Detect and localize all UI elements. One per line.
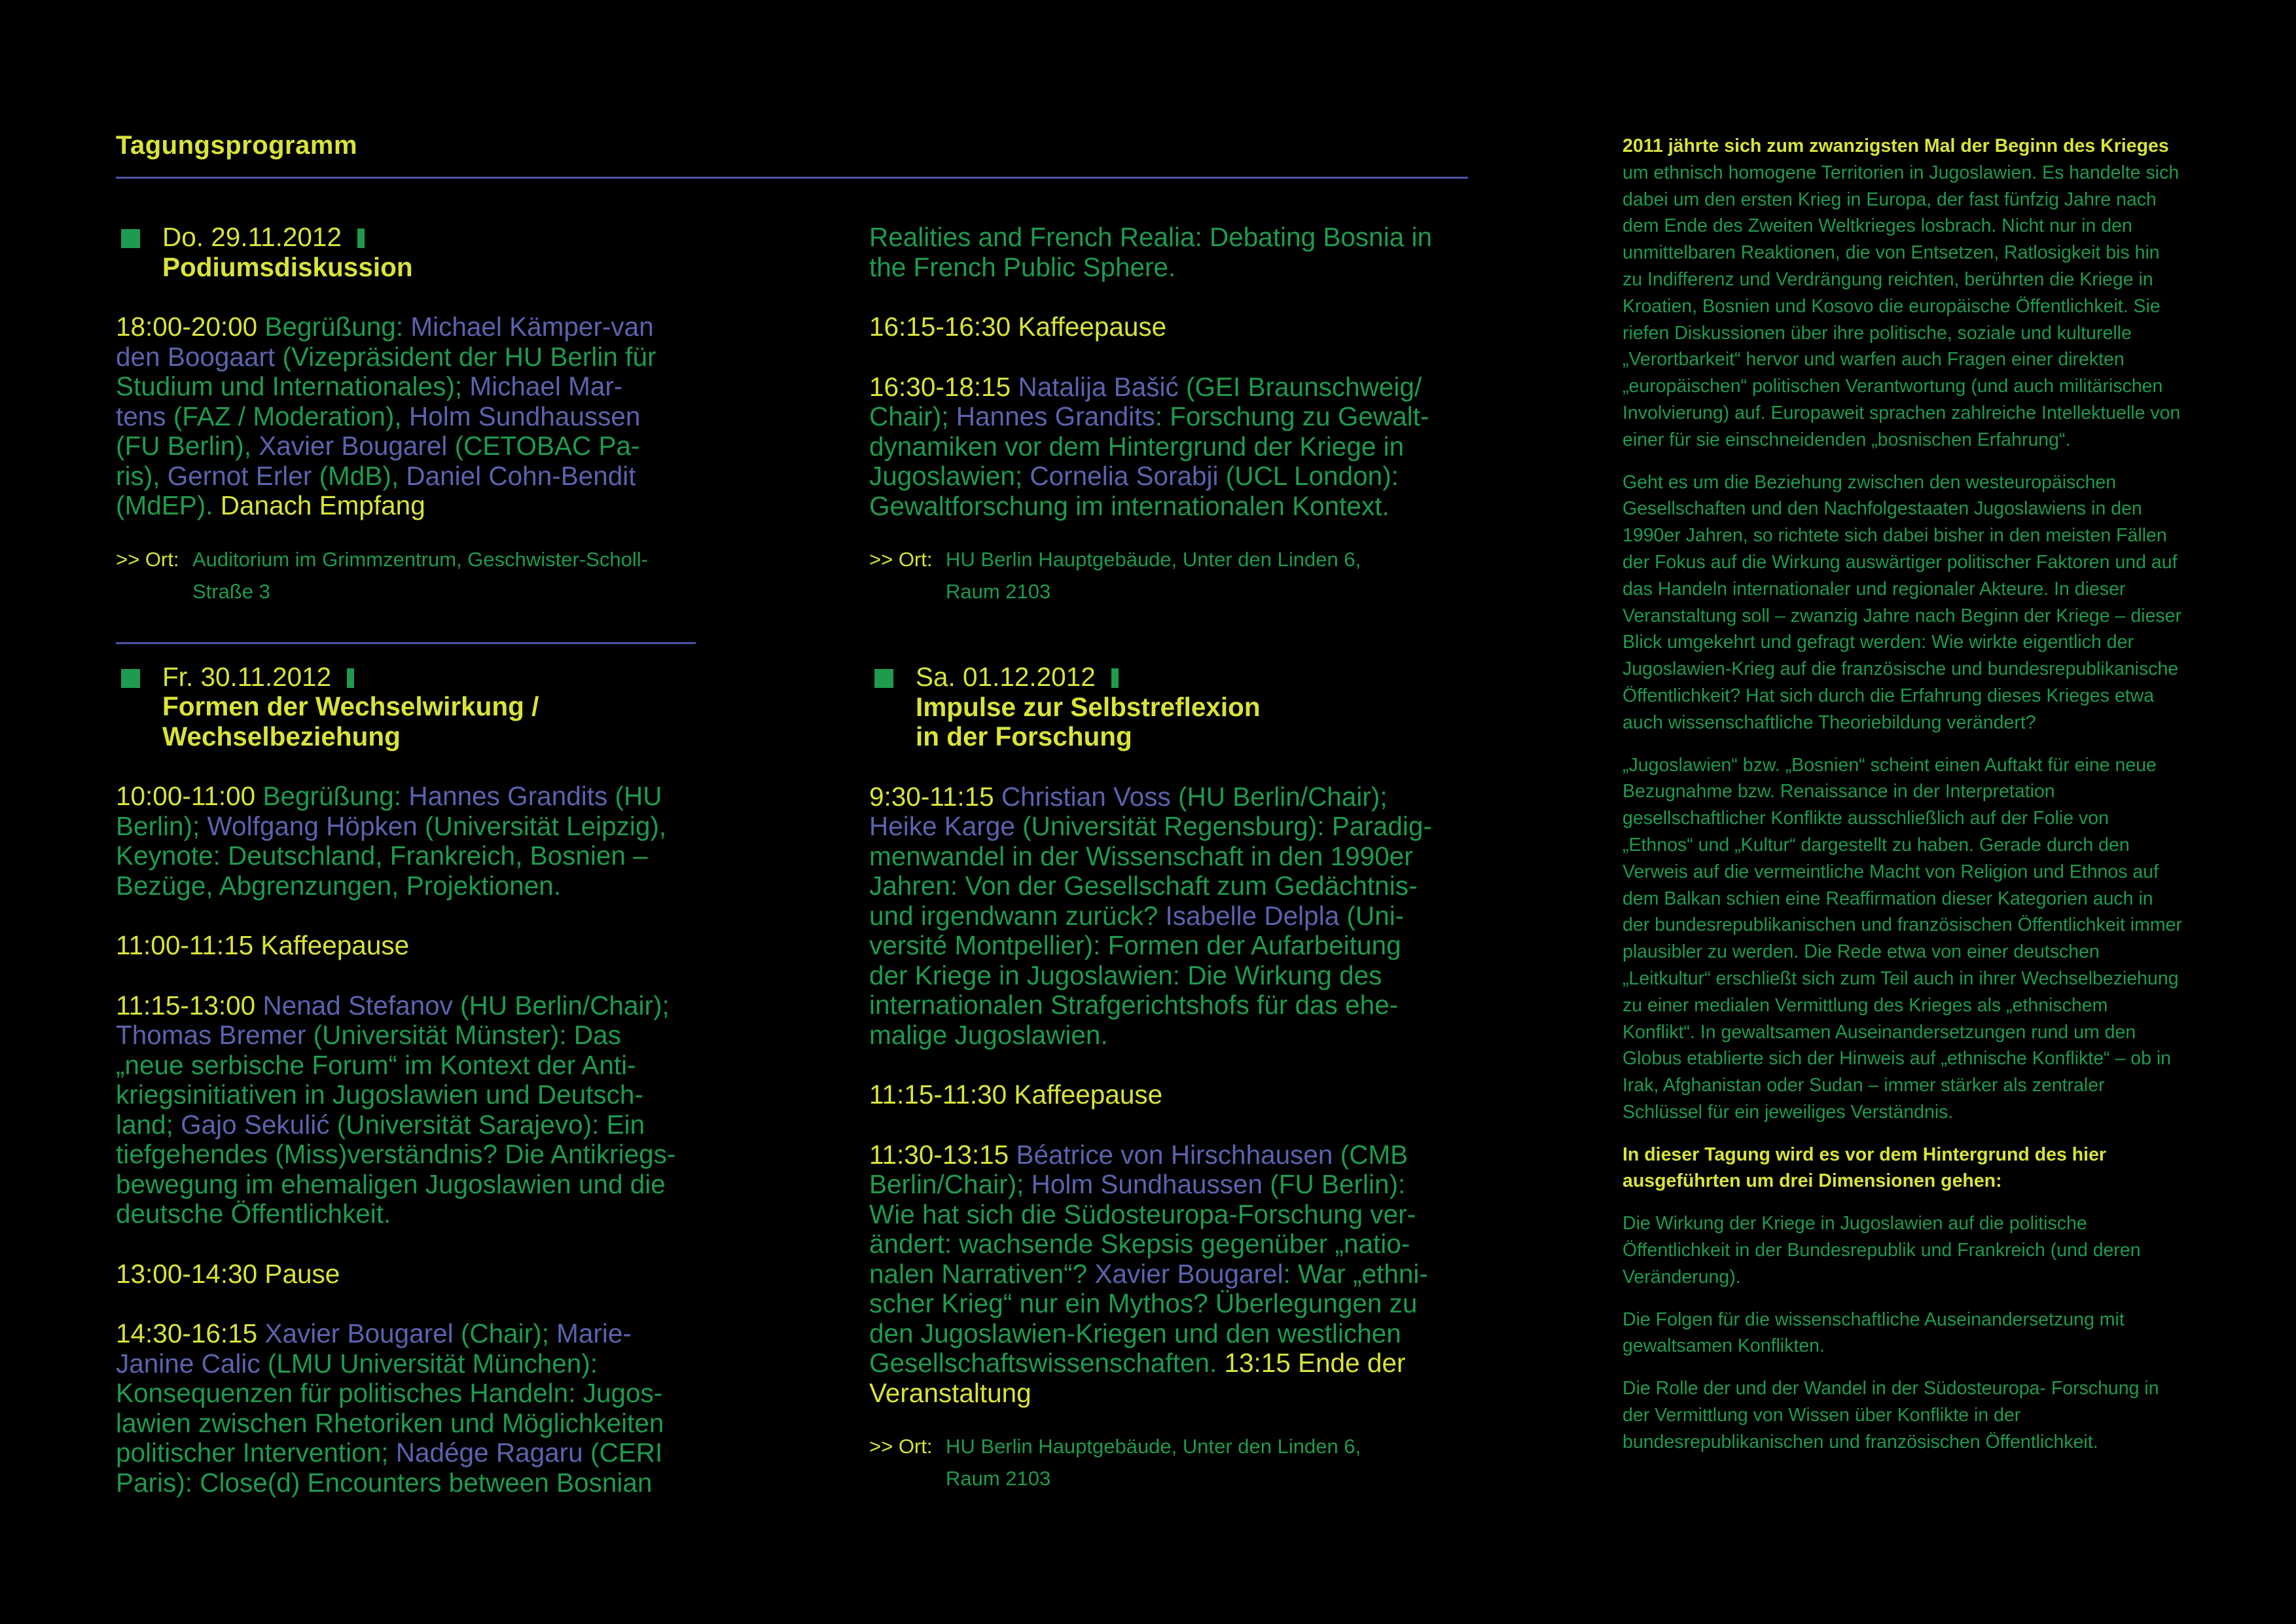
break-item: 16:15-16:30 Kaffeepause xyxy=(869,312,1167,342)
speaker-name: Nadége Ragaru xyxy=(388,1437,583,1468)
speaker-name: Holm Sundhaussen xyxy=(401,401,641,431)
venue-label: >> Ort: xyxy=(116,547,179,571)
session-time: 11:15-13:00 xyxy=(116,990,256,1020)
session-block xyxy=(116,991,692,1229)
speaker-name: Hannes Grandits xyxy=(401,781,608,811)
day-date: Fr. 30.11.2012 xyxy=(162,661,332,692)
session-text: ris), xyxy=(116,460,160,491)
speaker-name: Isabelle Delpla xyxy=(1158,900,1340,931)
session-text: bewegung im ehemaligen Jugoslawien und die xyxy=(116,1168,666,1199)
session-block xyxy=(116,1319,692,1498)
break-item: 11:00-11:15 Kaffeepause xyxy=(116,930,410,960)
bar-marker-icon xyxy=(357,228,365,248)
session-text: den Jugoslawien-Kriegen und den westlichen xyxy=(869,1318,1401,1348)
venue-info xyxy=(116,543,692,607)
session-text: Bezüge, Abgrenzungen, Projektionen. xyxy=(116,870,561,901)
left-column xyxy=(116,223,692,1498)
speaker-name: Cornelia Sorabji xyxy=(1022,461,1219,491)
session-text: (HU Berlin/Chair); xyxy=(452,990,670,1020)
session-text: (Vizepräsident der HU Berlin für xyxy=(275,341,656,372)
session-time: 10:00-11:00 xyxy=(116,781,256,811)
speaker-name: Xavier Bougarel xyxy=(257,1318,454,1348)
header-divider xyxy=(116,177,1468,179)
session-text: versité Montpellier): Formen der Aufarbeitung xyxy=(869,930,1401,960)
session-text: Begrüßung: xyxy=(257,312,404,342)
square-marker-icon xyxy=(121,229,140,248)
speaker-name: Christian Voss xyxy=(994,781,1171,812)
break-item: 13:00-14:30 Pause xyxy=(116,1258,340,1289)
speaker-name: Thomas Bremer xyxy=(116,1020,306,1050)
session-text: land; xyxy=(116,1109,173,1140)
session-text: (FU Berlin): xyxy=(1263,1169,1406,1199)
speaker-name: Xavier Bougarel xyxy=(251,431,448,461)
session-block xyxy=(869,782,1471,1051)
speaker-name: Gernot Erler xyxy=(160,460,312,491)
session-text: Jugoslawien; xyxy=(869,461,1023,491)
session-text: kriegsinitiativen in Jugoslawien und Deutsch- xyxy=(116,1079,643,1110)
venue-label: >> Ort: xyxy=(869,548,933,571)
speaker-name: Xavier Bougarel xyxy=(1087,1258,1283,1289)
day-heading-saturday xyxy=(869,662,1471,752)
middle-column xyxy=(869,223,1471,1494)
venue-address: HU Berlin Hauptgebäude, Unter den Linden 6, xyxy=(946,1435,1361,1458)
day-title: Impulse zur Selbstreflexion xyxy=(916,691,1261,722)
session-text: Konsequenzen für politisches Handeln: Jugos- xyxy=(116,1378,663,1408)
session-text: (FU Berlin), xyxy=(116,431,252,461)
session-continuation xyxy=(869,223,1471,282)
intro-sidebar xyxy=(1623,133,2183,1471)
session-text: und irgendwann zurück? xyxy=(869,900,1158,931)
session-text: tiefgehendes (Miss)verständnis? Die Antikriegs- xyxy=(116,1139,676,1169)
session-text: nalen Narrativen“? xyxy=(869,1258,1088,1289)
session-text: (FAZ / Moderation), xyxy=(166,401,402,431)
session-text: Keynote: Deutschland, Frankreich, Bosnien – xyxy=(116,840,648,871)
speaker-name: Holm Sundhaussen xyxy=(1024,1169,1263,1199)
speaker-name: Béatrice von Hirschhausen xyxy=(1009,1139,1333,1170)
session-text: scher Krieg“ nur ein Mythos? Überlegungen zu xyxy=(869,1288,1418,1318)
session-text: the French Public Sphere. xyxy=(869,251,1176,282)
session-time: 11:30-13:15 xyxy=(869,1139,1009,1170)
session-text: „neue serbische Forum“ im Kontext der Anti- xyxy=(116,1049,636,1080)
speaker-name: Daniel Cohn-Bendit xyxy=(399,460,636,491)
session-text: (CMB xyxy=(1333,1139,1408,1170)
session-text: (HU Berlin/Chair); xyxy=(1170,781,1388,812)
square-marker-icon xyxy=(121,669,140,688)
dimension-item: Die Folgen für die wissenschaftliche Auseinandersetzung mit gewaltsamen Konflikten. xyxy=(1623,1308,2125,1357)
venue-info xyxy=(869,543,1471,607)
speaker-name: Michael Kämper-van xyxy=(403,312,654,342)
speaker-name: Heike Karge xyxy=(869,811,1015,841)
venue-address: Raum 2103 xyxy=(946,580,1051,603)
speaker-name: Marie- xyxy=(548,1318,632,1348)
intro-paragraph: „Jugoslawien“ bzw. „Bosnien“ scheint einen Auftakt für eine neue Bezugnahme bzw. Renaissance in der Interpretation gesellschaftlicher Konflikte ausschließlich auf der Folie von „Ethnos“ und „Kultur“ dargestellt zu haben. Gerade durch den Verweis auf die vermeintliche Macht von Religion und Ethnos auf dem Balkan schien eine Reaffirmation dieser Kategorien auch in der bundesrepublikanischen und französischen Öffentlichkeit immer plausibler zu werden. Die Rede etwa von einer deutschen „Leitkultur“ erschließt sich zum Teil auch in ihrer Wechselbeziehung zu einer medialen Vermittlung des Krieges als „ethnischem Konflikt“. In gewaltsamen Auseinandersetzungen rund um den Globus etablierte sich der Hinweis auf „ethnische Konflikte“ – ob in Irak, Afghanistan oder Sudan – immer stärker als zentraler Schlüssel für ein jeweiliges Verständnis. xyxy=(1623,754,2182,1123)
session-text: dynamiken vor dem Hintergrund der Kriege in xyxy=(869,431,1405,461)
session-text: (MdEP). xyxy=(116,490,213,520)
session-text: Paris): Close(d) Encounters between Bosnian xyxy=(116,1467,653,1498)
day-title: Formen der Wechselwirkung / xyxy=(162,691,539,721)
session-text: (Uni- xyxy=(1339,900,1405,931)
speaker-name: Gajo Sekulić xyxy=(173,1109,330,1140)
venue-label: >> Ort: xyxy=(869,1435,933,1458)
session-text: (MdB), xyxy=(312,460,399,491)
session-text: Berlin/Chair); xyxy=(869,1169,1024,1199)
day-title: in der Forschung xyxy=(916,721,1132,751)
intro-paragraph: Geht es um die Beziehung zwischen den westeuropäischen Gesellschaften und den Nachfolgestaaten Jugoslawiens in den 1990er Jahren, so richtete sich dabei bisher in den meisten Fällen der Fokus auf die Wirkung auswärtiger politischer Faktoren und auf das Handeln internationaler und regionaler Akteure. In dieser Veranstaltung soll – zwanzig Jahre nach Beginn der Kriege – dieser Blick umgekehrt und gefragt werden: Wie wirkte eigentlich der Jugoslawien-Krieg auf die französische und bundesrepublikanische Öffentlichkeit? Hat sich durch die Erfahrung dieses Krieges etwa auch wissenschaftliche Theoriebildung verändert? xyxy=(1623,471,2181,733)
speaker-name: Hannes Grandits xyxy=(948,401,1155,431)
dimension-item: Die Wirkung der Kriege in Jugoslawien auf die politische Öffentlichkeit in der Bundesrepublik und Frankreich (und deren Veränderung). xyxy=(1623,1213,2141,1288)
session-text: Gewaltforschung im internationalen Kontext. xyxy=(869,490,1390,521)
day-title: Podiumsdiskussion xyxy=(162,251,413,282)
closing-note: 13:15 Ende der xyxy=(1217,1348,1406,1378)
session-text: (CERI xyxy=(583,1437,663,1468)
session-block xyxy=(116,312,692,521)
session-text: (Universität Leipzig), xyxy=(417,810,667,841)
bar-marker-icon xyxy=(1111,668,1119,688)
square-marker-icon xyxy=(874,669,893,688)
session-text: Chair); xyxy=(869,401,949,431)
session-text: (UCL London): xyxy=(1218,461,1399,491)
speaker-name: tens xyxy=(116,401,166,431)
session-text: ändert: wachsende Skepsis gegenüber „natio- xyxy=(869,1229,1410,1259)
day-heading-friday xyxy=(116,662,692,752)
session-text: Begrüßung: xyxy=(255,781,402,811)
intro-paragraph xyxy=(1623,133,2183,454)
session-text: deutsche Öffentlichkeit. xyxy=(116,1199,391,1229)
session-text: malige Jugoslawien. xyxy=(869,1019,1108,1050)
session-time: 16:30-18:15 xyxy=(869,371,1011,402)
venue-address: Straße 3 xyxy=(192,579,270,603)
venue-address: HU Berlin Hauptgebäude, Unter den Linden 6, xyxy=(946,548,1361,571)
speaker-name: Natalija Bašić xyxy=(1011,371,1179,402)
session-text: Wie hat sich die Südosteuropa-Forschung ver- xyxy=(869,1199,1416,1229)
venue-address: Raum 2103 xyxy=(946,1467,1051,1490)
day-date: Do. 29.11.2012 xyxy=(162,222,342,252)
session-text: Studium und Internationales); xyxy=(116,371,463,401)
dimension-item: Die Rolle der und der Wandel in der Südosteuropa- Forschung in der Vermittlung von Wissen über Konflikte in der bundesrepublikanischen und französischen Öffentlichkeit. xyxy=(1623,1378,2159,1453)
session-text: politischer Intervention; xyxy=(116,1437,389,1468)
session-text: (Universität Regensburg): Paradig- xyxy=(1014,811,1432,841)
intro-lead: 2011 jährte sich zum zwanzigsten Mal der Beginn des Krieges xyxy=(1623,135,2169,156)
session-text: Jahren: Von der Gesellschaft zum Gedächtnis- xyxy=(869,871,1418,901)
speaker-name: Wolfgang Höpken xyxy=(200,810,418,841)
session-block xyxy=(869,1140,1471,1409)
session-text: (Chair); xyxy=(453,1318,549,1348)
session-block xyxy=(869,372,1471,522)
break-item: 11:15-11:30 Kaffeepause xyxy=(869,1079,1163,1110)
session-text: (CETOBAC Pa- xyxy=(447,431,640,461)
speaker-name: den Boogaart xyxy=(116,341,276,372)
session-text: (HU xyxy=(607,781,662,811)
speaker-name: Nenad Stefanov xyxy=(255,990,453,1020)
venue-address: Auditorium im Grimmzentrum, Geschwister-Scholl- xyxy=(192,547,648,571)
intro-text: um ethnisch homogene Territorien in Jugoslawien. Es handelte sich dabei um den ersten Krieg in Europa, der fast fünfzig Jahre nach dem Ende des Zweiten Weltkrieges losbrach. Nicht nur in den unmittelbaren Reaktionen, die von Entsetzen, Ratlosigkeit bis hin zu Indifferenz und Verdrängung reichten, berührten die Kriege in Kroatien, Bosnien und Kosovo die europäische Öffentlichkeit. Sie riefen Diskussionen über ihre politische, soziale und kulturelle „Verortbarkeit“ hervor und warfen auch Fragen einer direkten „europäischen“ politischen Verantwortung (und auch militärischen Involvierung) auf. Europaweit sprachen zahlreiche Intellektuelle von einer für sie einschneidenden „bosnischen Erfahrung“. xyxy=(1623,162,2181,450)
session-text: Gesellschaftswissenschaften. xyxy=(869,1348,1217,1378)
session-time: 9:30-11:15 xyxy=(869,781,994,812)
session-text: der Kriege in Jugoslawien: Die Wirkung des xyxy=(869,960,1382,990)
session-text: (Universität Sarajevo): Ein xyxy=(329,1109,645,1140)
bar-marker-icon xyxy=(347,668,354,688)
page-title: Tagungsprogramm xyxy=(116,131,358,160)
session-text: Realities and French Realia: Debating Bosnia in xyxy=(869,222,1432,252)
session-block xyxy=(116,782,692,901)
venue-info xyxy=(869,1430,1471,1494)
session-text: (Universität Münster): Das xyxy=(306,1020,621,1050)
session-text: : War „ethni- xyxy=(1283,1258,1428,1289)
session-text: (GEI Braunschweig/ xyxy=(1178,371,1422,402)
session-text: : Forschung zu Gewalt- xyxy=(1155,401,1429,431)
day-date: Sa. 01.12.2012 xyxy=(916,662,1096,692)
session-text: (LMU Universität München): xyxy=(260,1348,598,1379)
dimensions-heading: In dieser Tagung wird es vor dem Hintergrund des hier ausgeführten um drei Dimensionen gehen: xyxy=(1623,1144,2107,1192)
reception-note: Danach Empfang xyxy=(213,490,425,520)
session-text: lawien zwischen Rhetoriken und Möglichkeiten xyxy=(116,1407,664,1438)
day-heading-thursday xyxy=(116,223,692,282)
speaker-name: Janine Calic xyxy=(116,1348,260,1379)
session-time: 18:00-20:00 xyxy=(116,312,258,342)
session-text: menwandel in der Wissenschaft in den 1990er xyxy=(869,840,1413,871)
closing-note: Veranstaltung xyxy=(869,1377,1031,1408)
session-text: Berlin); xyxy=(116,810,200,841)
session-text: internationalen Strafgerichtshofs für das ehe- xyxy=(869,990,1399,1020)
speaker-name: Michael Mar- xyxy=(462,371,623,401)
session-time: 14:30-16:15 xyxy=(116,1318,258,1348)
day-title: Wechselbeziehung xyxy=(162,721,401,751)
